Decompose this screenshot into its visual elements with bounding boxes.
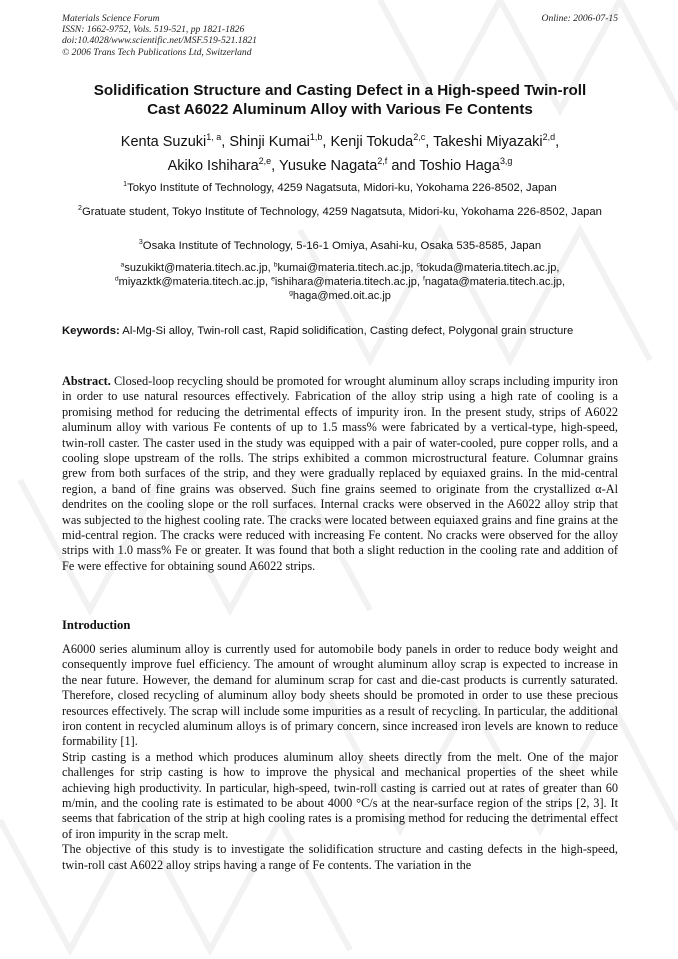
- email-address: suzukikt@materia.titech.ac.jp: [124, 262, 268, 274]
- affiliation-number: 3: [138, 239, 143, 247]
- author-separator: ,: [555, 134, 560, 150]
- affiliation-text: Osaka Institute of Technology, 5-16-1 Omiya, Asahi-ku, Osaka 535-8585, Japan: [142, 240, 542, 252]
- email-address: nagata@materia.titech.ac.jp: [424, 276, 563, 288]
- intro-paragraph-3: The objective of this study is to investigate the solidification structure and casting defects in the high-speed, twin-roll cast A6022 alloy strips having a range of Fe contents. The variation in the: [62, 842, 618, 872]
- affiliation-text: Tokyo Institute of Technology, 4259 Nagatsuta, Midori-ku, Yokohama 226-8502, Japan: [127, 182, 557, 194]
- author-name: Shinji Kumai: [229, 134, 310, 150]
- introduction-body: [62, 642, 618, 873]
- author-affiliation-mark: 2,e: [258, 156, 272, 167]
- author-name: Kenji Tokuda: [330, 134, 414, 150]
- author-name: Takeshi Miyazaki: [433, 134, 543, 150]
- author-separator: and: [387, 158, 416, 174]
- author-affiliation-mark: 3,g: [499, 156, 513, 167]
- author-name: Yusuke Nagata: [278, 158, 378, 174]
- author-affiliation-mark: 1, a: [206, 132, 222, 143]
- email-line-1: $^a$suzukikt@materia.titech.ac.jp, $^b$kumai@materia.titech.ac.jp, $^c$tokuda@materia.titech.ac.jp,: [120, 261, 560, 274]
- affiliation-number: 1: [123, 181, 128, 189]
- author-name: Toshio Haga: [419, 158, 500, 174]
- email-mark: a: [120, 261, 125, 269]
- email-address: ishihara@materia.titech.ac.jp: [274, 276, 417, 288]
- email-address: kumai@materia.titech.ac.jp: [277, 262, 411, 274]
- author-line-2: [62, 154, 618, 178]
- author-name: Akiko Ishihara: [167, 158, 259, 174]
- publication-header: [62, 13, 618, 58]
- online-date: Online: 2006-07-15: [541, 13, 618, 24]
- affiliation-3: [62, 239, 618, 253]
- author-separator: ,: [322, 134, 327, 150]
- email-mark: c: [416, 261, 420, 269]
- email-line-3: [62, 289, 618, 303]
- email-list: [62, 261, 618, 303]
- author-separator: ,: [221, 134, 226, 150]
- title-line-1: Solidification Structure and Casting Defect in a High-speed Twin-roll: [93, 82, 587, 99]
- issn-line: ISSN: 1662-9752, Vols. 519-521, pp 1821-1826: [62, 24, 245, 36]
- author-list: [62, 130, 618, 178]
- doi-line: doi:10.4028/www.scientific.net/MSF.519-521.1821: [62, 35, 257, 47]
- author-name: Kenta Suzuki: [120, 134, 207, 150]
- email-mark: e: [271, 275, 275, 283]
- email-mark: d: [114, 275, 119, 283]
- intro-paragraph-2: Strip casting is a method which produces aluminum alloy sheets directly from the melt. One of the major challenges for strip casting is how to improve the physical and mechanical properties of the sheet while achieving high productivity. In particular, high-speed, twin-roll casting is carried out at rates of greater than 60 m/min, and the cooling rate is estimated to be about 4000 °C/s at the near-surface region of the strips [2, 3]. It seems that fabrication of the strip at high cooling rates is a promising method for reducing the detrimental effect of iron impurity in the scrap melt.: [62, 749, 618, 841]
- email-line-2: $^d$miyazktk@materia.titech.ac.jp, $^e$ishihara@materia.titech.ac.jp, $^f$nagata@materia.titech.ac.jp,: [114, 275, 566, 288]
- abstract-section: [62, 374, 618, 574]
- journal-name: Materials Science Forum: [62, 13, 160, 24]
- affiliation-number: 2: [78, 205, 82, 213]
- abstract-text: Closed-loop recycling should be promoted for wrought aluminum alloy scraps including impurity iron in order to use natural resources effectively. Fabrication of the alloy strip using a high rate of cooling is a promising method for reducing the detrimental effects of impurity iron. In the present study, strips of A6022 aluminum alloy with various Fe contents of up to 1.5 mass% were fabricated by a vertical-type, high-speed, twin-roll caster. The caster used in the study was equipped with a pair of water-cooled, pure copper rolls, and a cooling slope upstream of the rolls. The strips exhibited a common microstructural feature. Columnar grains grew from both surfaces of the strip, and they were gradually replaced by equiaxed grains. In the mid-central region, a band of fine grains was observed. Such fine grains seemed to originate from the crystallized α-Al dendrites on the cooling slope or the roll surfaces. Internal cracks were observed in the A6022 alloy strip that was subjected to the highest cooling rate. The cracks were located between equiaxed grains and fine grains at the mid-central region. The cracks were reduced with increasing Fe content. No cracks were observed for the alloy strips with 1.0 mass% Fe or greater. It was found that both a slight reduction in the cooling rate and addition of Fe were effective for obtaining sound A6022 strips.: [62, 374, 619, 573]
- email-mark: g: [289, 289, 293, 297]
- email-address: miyazktk@materia.titech.ac.jp: [118, 276, 265, 288]
- author-affiliation-mark: 2,f: [377, 156, 388, 167]
- abstract-label: Abstract.: [62, 374, 111, 388]
- copyright-line: © 2006 Trans Tech Publications Ltd, Switzerland: [62, 46, 252, 58]
- keywords-section: [62, 324, 618, 338]
- keywords-text: Al-Mg-Si alloy, Twin-roll cast, Rapid solidification, Casting defect, Polygonal grain structure: [122, 325, 574, 337]
- paper-title: [62, 81, 618, 119]
- intro-paragraph-1: A6000 series aluminum alloy is currently used for automobile body panels in order to reduce body weight and consequently improve fuel efficiency. The amount of wrought aluminum alloy scrap is expected to increase in the near future. However, the demand for aluminum scrap for cast and die-cast products is currently saturated. Therefore, closed recycling of aluminum alloy body sheets should be promoted in order to use these precious resources effectively. The scrap will include some impurities as a result of recycling. In particular, the additional iron content in recycled aluminum alloys is of primary concern, since increased iron levels are known to reduce formability [1].: [62, 642, 618, 749]
- introduction-heading: Introduction: [62, 618, 131, 632]
- email-address: haga@med.oit.ac.jp: [292, 290, 391, 302]
- email-mark: f: [423, 275, 425, 283]
- affiliation-text: Gratuate student, Tokyo Institute of Technology, 4259 Nagatsuta, Midori-ku, Yokohama 226-8502, Japan: [81, 206, 602, 218]
- title-line-2: Cast A6022 Aluminum Alloy with Various Fe Contents: [147, 101, 533, 118]
- author-separator: ,: [271, 158, 276, 174]
- keywords-label: Keywords:: [62, 325, 120, 337]
- author-affiliation-mark: 2,c: [413, 132, 426, 143]
- author-line-1: [62, 130, 618, 154]
- affiliation-2: [62, 205, 618, 219]
- affiliation-1: [62, 181, 618, 195]
- author-separator: ,: [425, 134, 430, 150]
- email-mark: b: [273, 261, 278, 269]
- email-address: tokuda@materia.titech.ac.jp: [419, 262, 557, 274]
- author-affiliation-mark: 2,d: [542, 132, 556, 143]
- author-affiliation-mark: 1,b: [309, 132, 323, 143]
